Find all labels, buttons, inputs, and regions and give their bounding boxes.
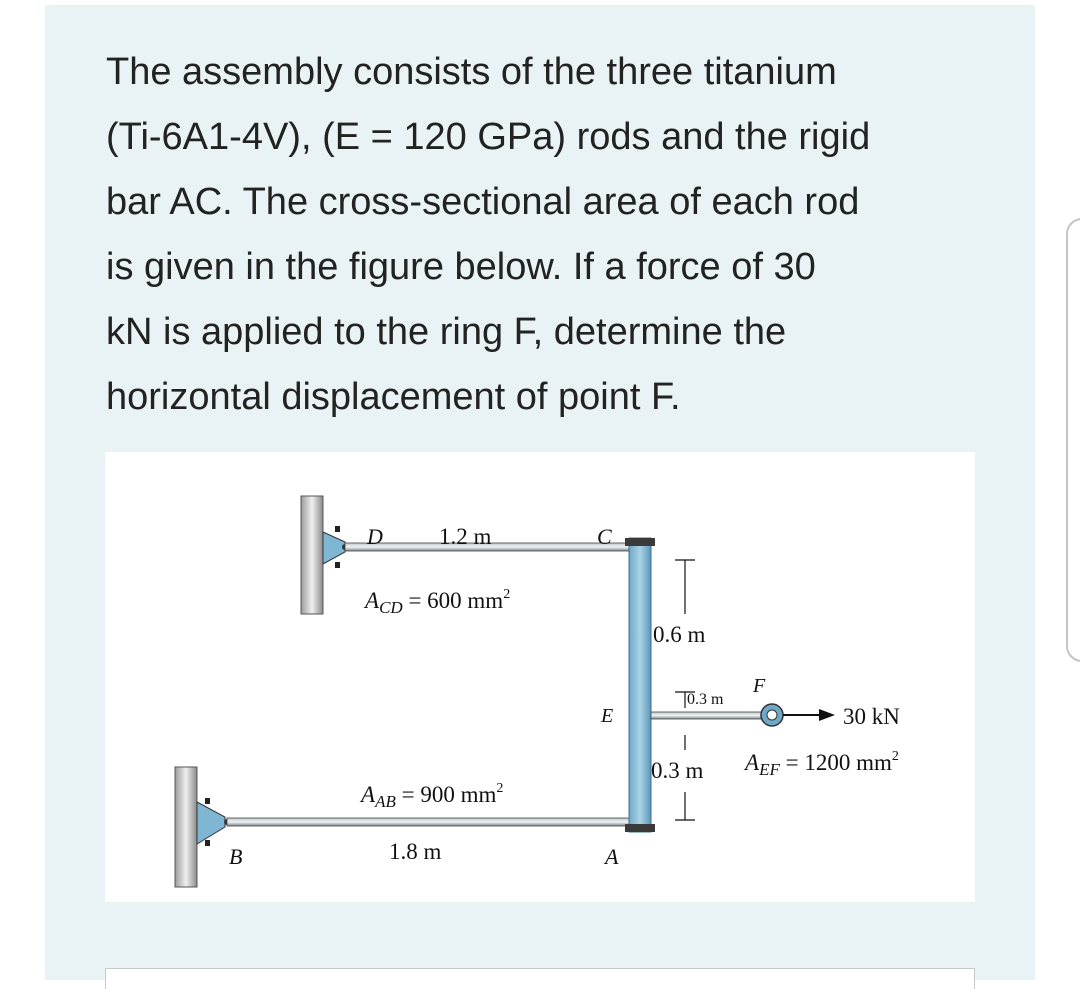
ring-f (761, 704, 783, 726)
rod-ab (227, 818, 647, 826)
force-arrow (783, 709, 835, 721)
answer-box[interactable] (105, 968, 975, 989)
wall-support-b (175, 767, 230, 887)
force-label: 30 kN (843, 704, 900, 729)
dim-cd-length: 1.2 m (439, 524, 492, 549)
side-panel-handle[interactable] (1066, 218, 1080, 662)
question-text: The assembly consists of the three titanium (Ti-6A1-4V), (E = 120 GPa) rods and the rigid bar AC. The cross-sectional area of each rod is given in the figure below. If a force of 30 kN is applied to the ring F, determine the horizontal displacement of point F. (106, 51, 871, 418)
label-e: E (601, 705, 614, 727)
label-b: B (229, 844, 243, 869)
label-f: F (753, 675, 766, 697)
area-ef: $A_{EF} = 1200$ $mm^2$ (745, 749, 899, 779)
rod-ef (651, 712, 761, 719)
area-cd: $A_{CD} = 600$ $mm^2$ (365, 587, 511, 617)
area-ab: $A_{AB} = 900$ $mm^2$ (361, 781, 504, 811)
assembly-figure (105, 452, 975, 902)
rigid-bar-ac (629, 538, 651, 832)
wall-support-d (301, 496, 348, 614)
label-a: A (605, 844, 619, 869)
label-c: C (597, 524, 612, 549)
label-d: D (367, 524, 383, 549)
dim-ea-length: 0.3 m (651, 758, 704, 783)
dim-ef-gap: 0.3 m (687, 691, 724, 708)
dim-ab-length: 1.8 m (389, 839, 442, 864)
assembly-diagram (105, 452, 975, 902)
dim-ce-length: 0.6 m (653, 622, 706, 647)
